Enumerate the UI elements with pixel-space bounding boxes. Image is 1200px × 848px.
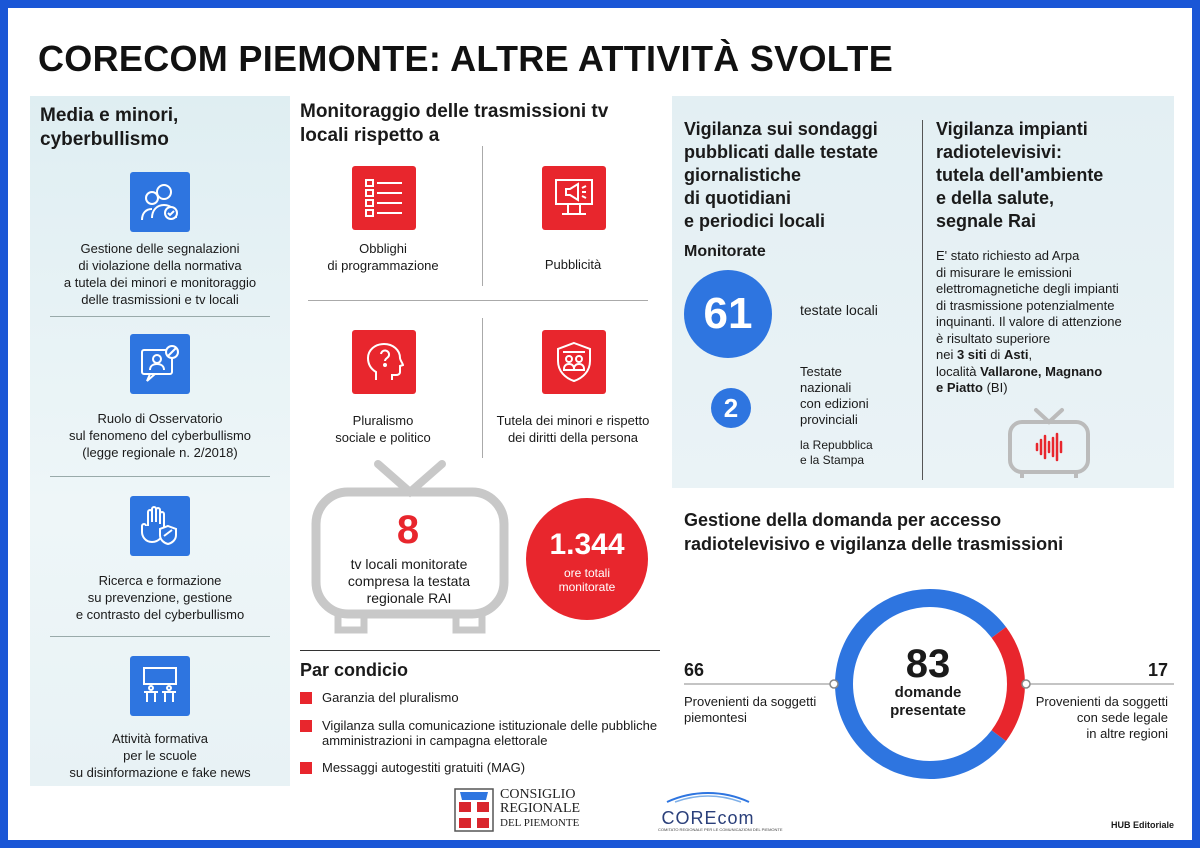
divider [922, 120, 923, 480]
piemonte-crest-icon [454, 788, 494, 832]
text-line: sul fenomeno del cyberbullismo [68, 428, 252, 443]
text-line: inquinanti. Il valore di attenzione [936, 314, 1122, 329]
text-line: piemontesi [684, 710, 747, 725]
text-run: 3 siti [956, 347, 987, 362]
par-item [300, 718, 657, 748]
domande-total: 83 [905, 642, 951, 686]
bullet-square [300, 762, 312, 774]
text-line: Provenienti da soggetti [1035, 694, 1168, 709]
altre-regioni-label [1036, 694, 1168, 742]
piemonte-label [684, 694, 816, 726]
divider [482, 146, 483, 286]
text-line: su prevenzione, gestione [87, 590, 233, 605]
text-line: Gestione delle segnalazioni [80, 241, 240, 256]
classroom-icon [130, 656, 190, 716]
text-line: Ricerca e formazione [98, 573, 222, 588]
text-line: (legge regionale n. 2/2018) [82, 445, 238, 460]
monitor-item-1-text [308, 240, 458, 274]
altre-regioni-value: 17 [1147, 660, 1168, 680]
heading-line: e della salute, [936, 188, 1055, 208]
media-item-2-text [30, 410, 290, 461]
testate-nazionali-count: 2 [711, 388, 751, 428]
text-line: domande [894, 684, 962, 701]
text-line: Provenienti da soggetti [684, 694, 817, 709]
media-item-3-text [30, 572, 290, 623]
text-line: Testate [800, 364, 842, 379]
text-line: Attività formativa [111, 731, 209, 746]
hours-value: 1.344 [549, 528, 625, 561]
text-line: E' stato richiesto ad Arpa [936, 248, 1080, 263]
head-question-icon [352, 330, 416, 394]
text-line: elettromagnetiche degli impianti [936, 281, 1119, 296]
shield-children-icon [542, 330, 606, 394]
text-line: delle trasmissioni e tv locali [81, 292, 239, 307]
text-line: e contrasto del cyberbullismo [75, 607, 245, 622]
text-line: nazionali [800, 380, 852, 395]
text-line: di violazione della normativa [78, 258, 242, 273]
text-line: compresa la testata [347, 573, 471, 589]
heading-line: pubblicati dalle testate [684, 142, 879, 162]
signal-tv-icon [1006, 406, 1092, 480]
media-item-4-text [30, 730, 290, 781]
hours-badge [526, 498, 648, 620]
text-line: Pluralismo [352, 413, 414, 428]
people-check-icon [130, 172, 190, 232]
tv-count: 8 [396, 508, 420, 552]
text-line: Vigilanza sulla comunicazione istituzionale delle pubbliche [322, 718, 658, 733]
text-run: e Piatto [936, 380, 983, 395]
divider [308, 300, 648, 301]
donut-slice-altre-regioni [999, 632, 1016, 735]
text-line: di trasmissione potenzialmente [936, 297, 1115, 313]
checklist-icon [352, 166, 416, 230]
text-line: per le scuole [123, 748, 197, 763]
text-line: ore totali [563, 566, 611, 580]
divider [482, 318, 483, 458]
impianti-heading [936, 118, 1103, 233]
text-run: località [936, 363, 981, 379]
text-line: provinciali [800, 412, 858, 427]
bullet-square [300, 720, 312, 732]
text-line: a tutela dei minori e monitoraggio [63, 275, 257, 290]
heading-line: tutela dell'ambiente [936, 165, 1104, 185]
heading-line: locali rispetto a [300, 125, 440, 146]
text-line: Messaggi autogestiti gratuiti (MAG) [322, 760, 526, 775]
heading-line: radiotelevisivo e vigilanza delle trasmissioni [684, 534, 1064, 554]
text-line: Obblighi [359, 241, 407, 256]
heading-line: cyberbullismo [40, 129, 169, 150]
par-item [300, 690, 459, 705]
testate-locali-count: 61 [684, 270, 772, 358]
heading-line: Vigilanza impianti [936, 119, 1088, 139]
testate-locali-label: testate locali [800, 302, 878, 318]
infographic [8, 8, 1192, 840]
billboard-icon [542, 166, 606, 230]
text-line [936, 347, 1122, 364]
right-connector-dot [1022, 680, 1030, 688]
corecom-logo [658, 790, 783, 833]
par-item [300, 760, 525, 775]
heading-line: Gestione della domanda per accesso [684, 510, 1002, 530]
text-run: (BI) [982, 380, 1008, 395]
credit-text: HUB Editoriale [1110, 820, 1174, 830]
monitor-item-3-text [308, 412, 458, 446]
corecom-subtitle: COMITATO REGIONALE PER LE COMUNICAZIONI DEL PIEMONTE [658, 827, 783, 832]
media-minori-panel [30, 96, 290, 786]
text-line: la Repubblica [800, 438, 873, 452]
media-item-1-text [30, 240, 290, 308]
text-line: con sede legale [1076, 710, 1168, 725]
text-run: di [986, 347, 1004, 362]
text-line: su disinformazione e fake news [69, 765, 251, 780]
impianti-body [936, 248, 1122, 397]
hours-label [526, 566, 648, 594]
heading-line: giornalistiche [684, 165, 802, 185]
piemonte-value: 66 [684, 660, 705, 680]
divider [50, 636, 270, 637]
media-minori-heading [40, 104, 178, 152]
text-run: Asti [1003, 347, 1029, 362]
text-line: dei diritti della persona [507, 430, 639, 445]
text-line: di programmazione [327, 258, 439, 273]
hand-shield-icon [130, 496, 190, 556]
heading-line: di quotidiani [684, 188, 791, 208]
divider [50, 316, 270, 317]
text-line: Ruolo di Osservatorio [97, 411, 223, 426]
text-line: amministrazioni in campagna elettorale [322, 733, 548, 748]
divider [300, 650, 660, 651]
text-line [936, 364, 1122, 381]
donut-center-label [868, 644, 988, 720]
text-line: presentate [890, 702, 966, 719]
text-run: Vallarone, Magnano [980, 363, 1103, 379]
sondaggi-heading [684, 118, 878, 233]
text-line: monitorate [558, 580, 616, 594]
user-blocked-icon [130, 334, 190, 394]
text-line: regionale RAI [366, 590, 452, 606]
text-line: Tutela dei minori e rispetto [496, 413, 650, 428]
text-line: con edizioni [800, 396, 869, 411]
text-line: CONSIGLIO [500, 787, 576, 802]
text-line: DEL PIEMONTE [500, 817, 580, 829]
divider [50, 476, 270, 477]
text-run: , [1028, 347, 1033, 362]
text-line: in altre regioni [1086, 726, 1168, 741]
text-line: è risultato superiore [936, 330, 1051, 346]
monitor-item-4-text [492, 412, 654, 446]
heading-line: Vigilanza sui sondaggi [684, 119, 878, 139]
text-line: sociale e politico [335, 430, 431, 445]
monitorate-label: Monitorate [684, 243, 766, 260]
heading-line: Media e minori, [40, 105, 179, 126]
domanda-heading [684, 508, 1063, 556]
par-condicio-heading: Par condicio [300, 660, 409, 680]
heading-line: Monitoraggio delle trasmissioni tv [300, 101, 609, 122]
text-line: REGIONALE [500, 801, 581, 816]
text-line: Garanzia del pluralismo [322, 690, 459, 705]
text-line [936, 380, 1122, 397]
text-line: e la Stampa [800, 453, 865, 467]
page-title: CORECOM PIEMONTE: ALTRE ATTIVITÀ SVOLTE [38, 38, 894, 79]
text-line: Pubblicità [544, 257, 602, 272]
text-line: di misurare le emissioni [936, 264, 1072, 280]
text-run: nei [936, 347, 957, 362]
monitoraggio-heading [300, 100, 608, 148]
tv-count-label [326, 556, 492, 607]
heading-line: e periodici locali [684, 211, 826, 231]
testate-nazionali-label [800, 364, 869, 428]
heading-line: radiotelevisivi: [936, 142, 1063, 162]
text-line: tv locali monitorate [350, 556, 468, 572]
monitor-item-2-text [498, 256, 648, 273]
corecom-wordmark: COREcom [661, 808, 755, 828]
left-connector-dot [830, 680, 838, 688]
testate-nazionali-note [800, 438, 873, 468]
bullet-square [300, 692, 312, 704]
consiglio-regionale-logo [454, 788, 594, 834]
consiglio-text [500, 788, 580, 830]
corecom-swoosh-icon [663, 790, 753, 804]
heading-line: segnale Rai [936, 211, 1037, 231]
